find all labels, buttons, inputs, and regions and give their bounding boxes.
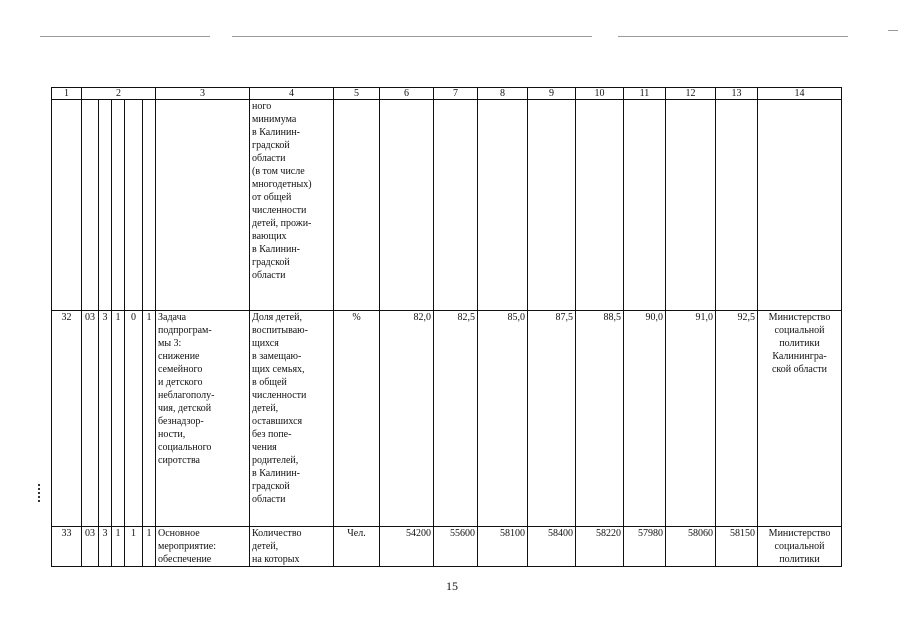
table-row [52, 100, 842, 311]
col-header-7: 7 [434, 88, 478, 100]
value-cell: 58150 [716, 527, 758, 567]
value-cell [528, 100, 576, 311]
unit-cell: Чел. [334, 527, 380, 567]
code-cell: 03 [82, 527, 99, 567]
value-cell [716, 100, 758, 311]
code-cell [99, 100, 112, 311]
scan-artifact-line [232, 36, 592, 37]
col-header-10: 10 [576, 88, 624, 100]
code-cell: 03 [82, 311, 99, 527]
value-cell: 54200 [380, 527, 434, 567]
unit-cell [334, 100, 380, 311]
code-cell: 1 [143, 527, 156, 567]
indicator-name-cell: Доля детей, воспитываю- щихся в замещаю- щих семьях, в общей численности детей, оставшихся без попе- чения родителей, в Калинин- градской области [250, 311, 334, 527]
scan-artifact-line [618, 36, 848, 37]
value-cell [624, 100, 666, 311]
responsible-cell: Министерство социальной политики Калинингра- ской области [758, 311, 842, 527]
row-number [52, 100, 82, 311]
value-cell: 57980 [624, 527, 666, 567]
code-cell: 1 [125, 527, 143, 567]
col-header-13: 13 [716, 88, 758, 100]
code-cell: 3 [99, 311, 112, 527]
col-header-2: 2 [82, 88, 156, 100]
col-header-8: 8 [478, 88, 528, 100]
value-cell [380, 100, 434, 311]
value-cell [478, 100, 528, 311]
col-header-4: 4 [250, 88, 334, 100]
col-header-11: 11 [624, 88, 666, 100]
indicator-name-cell: Количество детей, на которых [250, 527, 334, 567]
unit-cell: % [334, 311, 380, 527]
value-cell [434, 100, 478, 311]
col-header-9: 9 [528, 88, 576, 100]
margin-mark [38, 484, 46, 502]
value-cell: 82,5 [434, 311, 478, 527]
row-number: 32 [52, 311, 82, 527]
value-cell: 88,5 [576, 311, 624, 527]
value-cell: 82,0 [380, 311, 434, 527]
code-cell [125, 100, 143, 311]
table-row [52, 527, 842, 567]
task-name-cell: Основное мероприятие: обеспечение [156, 527, 250, 567]
task-name-cell: Задача подпрограм- мы 3: снижение семейного и детского неблагополу- чия, детской безнадзор- ности, социального сиротства [156, 311, 250, 527]
code-cell: 3 [99, 527, 112, 567]
value-cell: 58060 [666, 527, 716, 567]
indicators-table [51, 87, 842, 567]
column-number-row [52, 88, 842, 100]
value-cell: 58220 [576, 527, 624, 567]
value-cell: 85,0 [478, 311, 528, 527]
code-cell: 1 [143, 311, 156, 527]
col-header-12: 12 [666, 88, 716, 100]
row-number: 33 [52, 527, 82, 567]
code-cell [82, 100, 99, 311]
value-cell [576, 100, 624, 311]
scan-artifact-line [888, 30, 898, 31]
page-number: 15 [446, 579, 458, 593]
col-header-14: 14 [758, 88, 842, 100]
code-cell [112, 100, 125, 311]
value-cell: 87,5 [528, 311, 576, 527]
code-cell: 1 [112, 311, 125, 527]
responsible-cell [758, 100, 842, 311]
value-cell: 55600 [434, 527, 478, 567]
value-cell: 92,5 [716, 311, 758, 527]
code-cell [143, 100, 156, 311]
col-header-3: 3 [156, 88, 250, 100]
code-cell: 0 [125, 311, 143, 527]
col-header-1: 1 [52, 88, 82, 100]
value-cell [666, 100, 716, 311]
value-cell: 58100 [478, 527, 528, 567]
value-cell: 91,0 [666, 311, 716, 527]
value-cell: 90,0 [624, 311, 666, 527]
code-cell: 1 [112, 527, 125, 567]
col-header-6: 6 [380, 88, 434, 100]
indicator-name-cell: ного минимума в Калинин- градской области (в том числе многодетных) от общей численности детей, прожи- вающих в Калинин- градской области [250, 100, 334, 311]
task-name-cell [156, 100, 250, 311]
col-header-5: 5 [334, 88, 380, 100]
table-row [52, 311, 842, 527]
responsible-cell: Министерство социальной политики [758, 527, 842, 567]
value-cell: 58400 [528, 527, 576, 567]
scan-artifact-line [40, 36, 210, 37]
